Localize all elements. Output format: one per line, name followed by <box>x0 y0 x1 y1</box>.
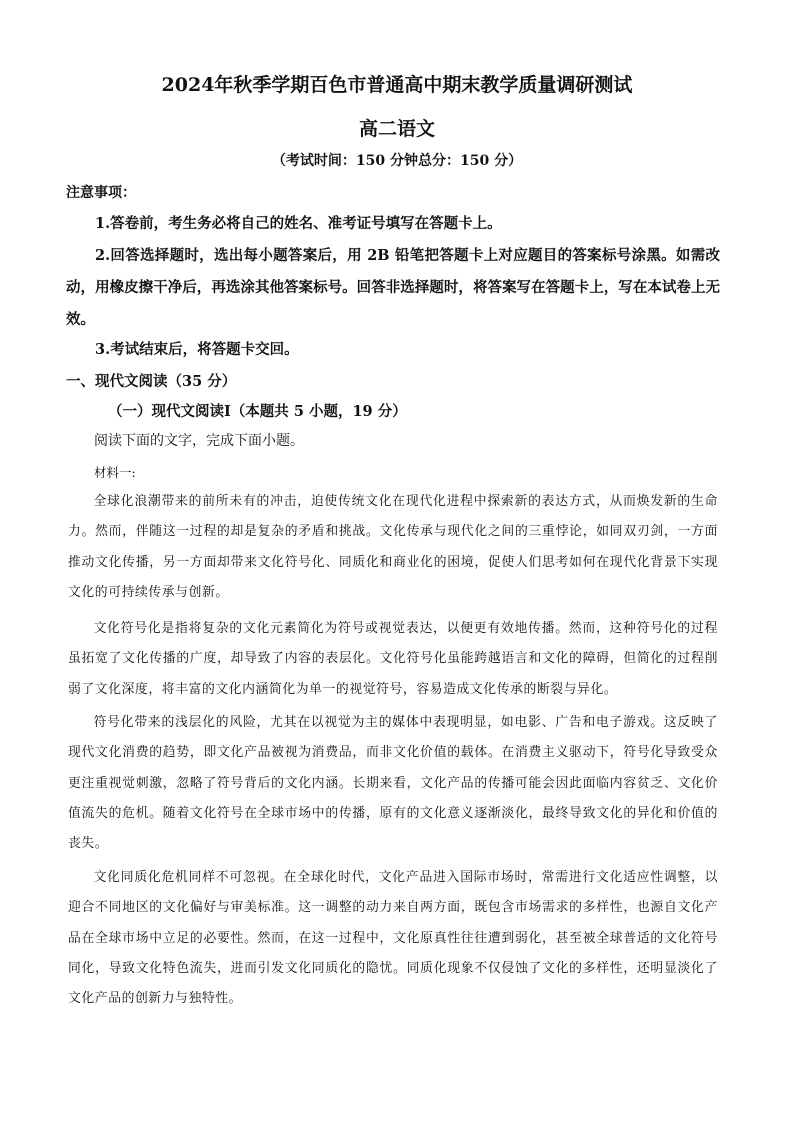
reading-instruction: 阅读下面的文字，完成下面小题。 <box>94 433 304 449</box>
material-label: 材料一: <box>94 465 136 480</box>
material-paragraph: 文化同质化危机同样不可忽视。在全球化时代，文化产品进入国际市场时，常需进行文化适应性调整，以迎合不同地区的文化偏好与审美标准。这一调整的动力来自两方面，既包含市场需求的多样性，也源自文化产品在全球市场中立足的必要性。然而，在这一过程中，文化原真性往往遭到弱化，甚至被全球普适的文化符号同化，导致文化特色流失，进而引发文化同质化的隐忧。同质化现象不仅侵蚀了文化的多样性，还明显淡化了文化产品的创新力与独特性。 <box>68 870 718 1007</box>
subsection-heading: （一）现代文阅读Ⅰ（本题共 5 小题，19 分） <box>108 403 407 420</box>
material-paragraph: 全球化浪潮带来的前所未有的冲击，迫使传统文化在现代化进程中探索新的表达方式，从而焕发新的生命力。然而，伴随这一过程的却是复杂的矛盾和挑战。文化传承与现代化之间的三重悖论，如同双刃剑，一方面推动文化传播，另一方面却带来文化符号化、同质化和商业化的困境，促使人们思考如何在现代化背景下实现文化的可持续传承与创新。 <box>68 494 718 600</box>
section-heading: 一、现代文阅读（35 分） <box>66 373 237 390</box>
notice-heading: 注意事项： <box>66 185 136 201</box>
exam-info: （考试时间：150 分钟总分：150 分） <box>271 153 523 169</box>
exam-title: 2024年秋季学期百色市普通高中期末教学质量调研测试 <box>161 74 633 96</box>
notice-item-3: 3.考试结束后，将答题卡交回。 <box>95 341 299 358</box>
notice-item-2: 2.回答选择题时，选出每小题答案后，用 2B 铅笔把答题卡上对应题目的答案标号涂黑。如需改动，用橡皮擦干净后，再选涂其他答案标号。回答非选择题时，将答案写在答题卡上，写在本试卷上无效。 <box>66 247 720 328</box>
subject-title: 高二语文 <box>358 118 435 140</box>
material-paragraph: 文化符号化是指将复杂的文化元素简化为符号或视觉表达，以便更有效地传播。然而，这种符号化的过程虽拓宽了文化传播的广度，却导致了内容的表层化。文化符号化虽能跨越语言和文化的障碍，但简化的过程削弱了文化深度，将丰富的文化内涵简化为单一的视觉符号，容易造成文化传承的断裂与异化。 <box>68 621 718 697</box>
material-paragraph: 符号化带来的浅层化的风险，尤其在以视觉为主的媒体中表现明显，如电影、广告和电子游戏。这反映了现代文化消费的趋势，即文化产品被视为消费品，而非文化价值的载体。在消费主义驱动下，符号化导致受众更注重视觉刺激，忽略了符号背后的文化内涵。长期来看，文化产品的传播可能会因此面临内容贫乏、文化价值流失的危机。随着文化符号在全球市场中的传播，原有的文化意义逐渐淡化，最终导致文化的异化和价值的丧失。 <box>68 715 718 852</box>
notice-item-1: 1.答卷前，考生务必将自己的姓名、准考证号填写在答题卡上。 <box>95 215 502 232</box>
